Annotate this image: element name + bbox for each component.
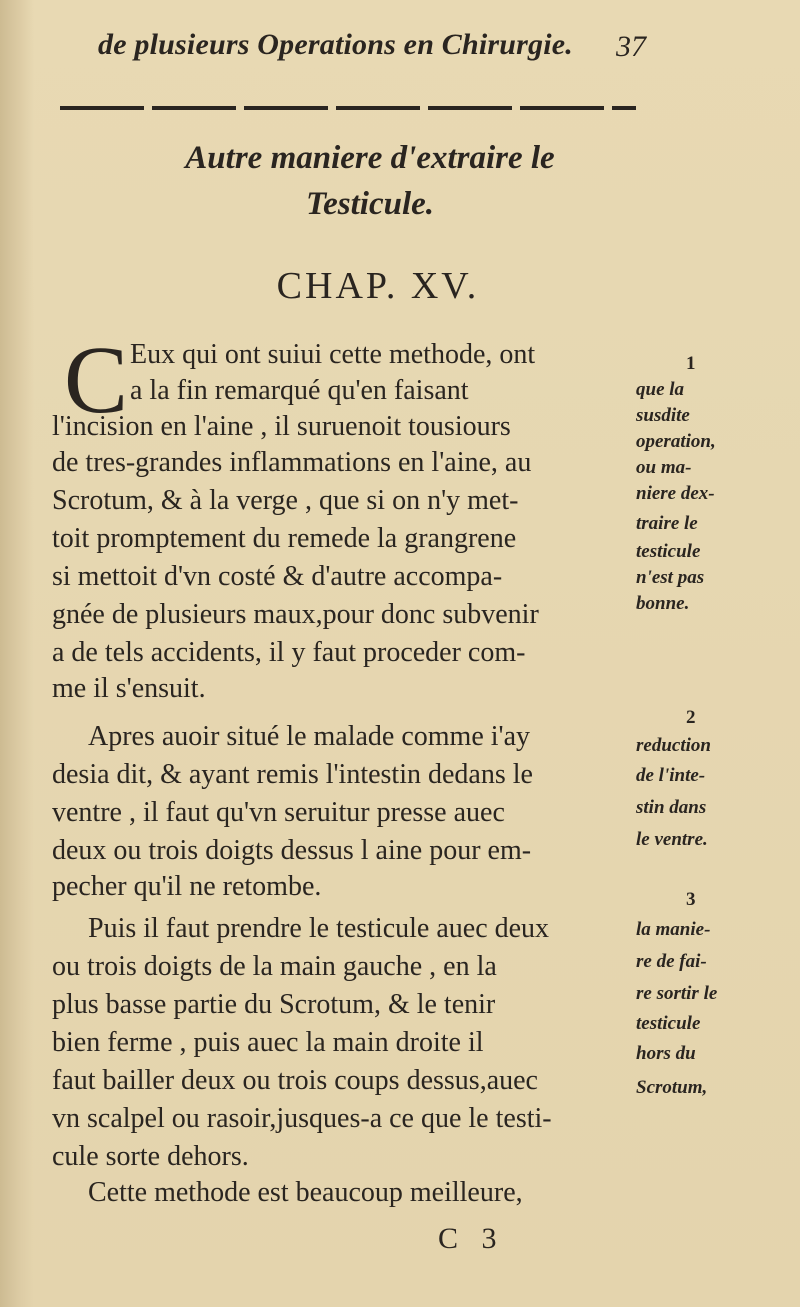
body-line: Apres auoir situé le malade comme i'ay [88,721,530,752]
margin-note-line: testicule [636,541,701,562]
margin-note-number: 1 [686,353,696,374]
margin-note-line: testicule [636,1013,701,1034]
margin-note-line: stin dans [636,797,707,818]
chapter-title-line-1: Autre maniere d'extraire le [185,140,555,176]
margin-note-line: operation, [636,431,716,452]
margin-note-line: traire le [636,513,698,534]
body-line: a de tels accidents, il y faut proceder com- [52,637,526,668]
body-line: ventre , il faut qu'vn seruitur presse auec [52,797,505,828]
body-line: gnée de plusieurs maux,pour donc subvenir [52,599,539,630]
margin-note-line: re sortir le [636,983,718,1004]
body-line: si mettoit d'vn costé & d'autre accompa- [52,561,503,592]
running-head: de plusieurs Operations en Chirurgie. [98,28,573,61]
margin-note-number: 3 [686,889,696,910]
margin-note-line: n'est pas [636,567,705,588]
margin-note-line: hors du [636,1043,696,1064]
margin-note-line: le ventre. [636,829,708,850]
margin-note-line: reduction [636,735,711,756]
margin-note-line: bonne. [636,593,690,614]
body-line: ou trois doigts de la main gauche , en la [52,951,497,982]
chapter-number: CHAP. XV. [276,265,480,307]
margin-note-line: ou ma- [636,457,692,478]
chapter-title-line-2: Testicule. [305,186,435,222]
page-gutter [0,0,34,1307]
body-line: plus basse partie du Scrotum, & le tenir [52,989,496,1020]
drop-cap: C [64,326,129,433]
margin-note-line: la manie- [636,919,711,940]
signature-mark: C 3 [438,1222,505,1255]
body-line: de tres-grandes inflammations en l'aine, au [52,447,532,478]
margin-note-line: que la [636,379,685,400]
body-line: Puis il faut prendre le testicule auec deux [88,913,550,944]
margin-note-line: susdite [636,405,690,426]
body-line: pecher qu'il ne retombe. [52,871,322,902]
body-line: a la fin remarqué qu'en faisant [130,375,469,406]
margin-note-line: de l'inte- [636,765,706,786]
body-line: Scrotum, & à la verge , que si on n'y met- [52,485,519,516]
margin-note-line: re de fai- [636,951,707,972]
body-line: me il s'ensuit. [52,673,206,704]
body-line: Eux qui ont suiui cette methode, ont [130,339,536,370]
body-line: desia dit, & ayant remis l'intestin dedans le [52,759,533,790]
body-line: deux ou trois doigts dessus l aine pour em- [52,835,532,866]
body-line: faut bailler deux ou trois coups dessus,auec [52,1065,538,1096]
body-line: toit promptement du remede la grangrene [52,523,517,554]
body-line: bien ferme , puis auec la main droite il [52,1027,484,1058]
margin-note-line: niere dex- [636,483,715,504]
body-line: vn scalpel ou rasoir,jusques-a ce que le testi- [52,1103,552,1134]
margin-note-number: 2 [686,707,696,728]
body-line: l'incision en l'aine , il suruenoit tousiours [52,411,511,442]
page-number: 37 [616,30,646,63]
header-rule [60,106,636,110]
body-line: cule sorte dehors. [52,1141,249,1172]
margin-note-line: Scrotum, [636,1077,708,1098]
body-line: Cette methode est beaucoup meilleure, [88,1177,523,1208]
